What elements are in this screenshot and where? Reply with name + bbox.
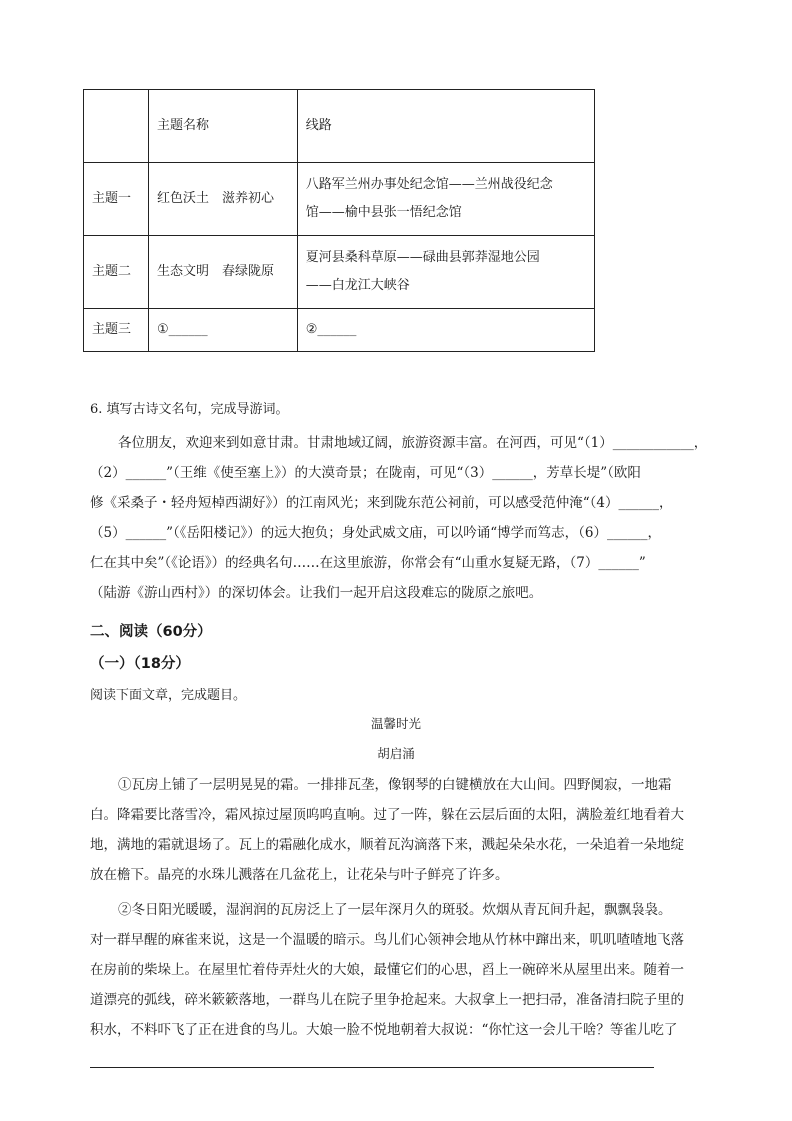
table-row — [84, 163, 595, 236]
table-cell — [84, 90, 149, 163]
row-label: 主题一 — [84, 163, 149, 236]
text-line: （陆游《游山西村》）的深切体会。让我们一起开启这段难忘的陇原之旅吧。 — [90, 585, 543, 601]
question-6-body — [90, 428, 710, 608]
row-route: ②______ — [297, 309, 594, 352]
row-route — [297, 163, 594, 236]
row-label: 主题二 — [84, 236, 149, 309]
row-route — [297, 236, 594, 309]
route-line: ——白龙江大峡谷 — [305, 278, 410, 293]
row-name: 红色沃土 滋养初心 — [148, 163, 297, 236]
reading-instruction: 阅读下面文章，完成题目。 — [90, 688, 247, 703]
table-header-name: 主题名称 — [148, 90, 297, 163]
route-line: 夏河县桑科草原——碌曲县郭莽湿地公园 — [305, 250, 540, 265]
text-line: 地，满地的霜就退场了。瓦上的霜融化成水，顺着瓦沟滴落下来，溅起朵朵水花，一朵追着一朵地绽 — [90, 837, 684, 853]
article-body — [90, 773, 710, 1063]
text-line: （5）______”（《岳阳楼记》）的远大抱负；身处武威文庙，可以吟诵“博学而笃志，（6）______， — [90, 525, 661, 541]
text-line: 积水，不料吓飞了正在进食的鸟儿。大娘一脸不悦地朝着大叔说：“你忙这一会儿干啥？等雀儿吃了 — [90, 1022, 678, 1038]
row-label: 主题三 — [84, 309, 149, 352]
table-row — [84, 309, 595, 352]
text-line: 白。降霜要比落雪冷，霜风掠过屋顶呜呜直响。过了一阵，躲在云层后面的太阳，满脸羞红地看着大 — [90, 807, 684, 823]
table-row — [84, 236, 595, 309]
article-author: 胡启涌 — [377, 746, 415, 761]
text-line: （2）______”（王维《使至塞上》）的大漠奇景；在陇南，可见“（3）______，芳草长堤”（欧阳 — [90, 465, 641, 481]
table-header-row — [84, 90, 595, 163]
text-line: 各位朋友，欢迎来到如意甘肃。甘肃地域辽阔，旅游资源丰富。在河西，可见“（1）____________， — [118, 435, 708, 451]
text-line: 道漂亮的弧线，碎米簌簌落地，一群鸟儿在院子里争抢起来。大叔拿上一把扫帚，准备清扫院子里的 — [90, 992, 684, 1008]
row-name: ①______ — [148, 309, 297, 352]
text-line: 修《采桑子・轻舟短棹西湖好》）的江南风光；来到陇东范公祠前，可以感受范仲淹“（4）______， — [90, 495, 673, 511]
article-title: 温馨时光 — [370, 716, 421, 731]
footer-divider — [90, 1067, 654, 1068]
question-6-title: 6. 填写古诗文名句，完成导游词。 — [90, 402, 289, 417]
text-line: 在房前的柴垛上。在屋里忙着侍弄灶火的大娘，最懂它们的心思，舀上一碗碎米从屋里出来。随着一 — [90, 962, 684, 978]
text-line: ②冬日阳光暖暖，湿润润的瓦房泛上了一层年深月久的斑驳。炊烟从青瓦间升起，飘飘袅袅。 — [118, 902, 672, 918]
text-line: ①瓦房上铺了一层明晃晃的霜。一排排瓦垄，像钢琴的白键横放在大山间。四野阒寂，一地霜 — [118, 777, 672, 793]
table-header-route: 线路 — [297, 90, 594, 163]
text-line: 放在檐下。晶亮的水珠儿溅落在几盆花上，让花朵与叶子鲜亮了许多。 — [90, 867, 509, 883]
subsection-title: （一）（18分） — [90, 656, 190, 672]
route-line: 馆——榆中县张一悟纪念馆 — [305, 205, 462, 220]
text-line: 对一群早醒的麻雀来说，这是一个温暖的暗示。鸟儿们心领神会地从竹林中蹿出来，叽叽喳喳地飞落 — [90, 932, 684, 948]
text-line: 仁在其中矣”（《论语》）的经典名句……在这里旅游，你常会有“山重水复疑无路，（7）______” — [90, 555, 646, 571]
theme-table — [83, 89, 595, 352]
route-line: 八路军兰州办事处纪念馆——兰州战役纪念 — [305, 177, 553, 192]
row-name: 生态文明 春绿陇原 — [148, 236, 297, 309]
section-title: 二、阅读（60分） — [90, 624, 212, 640]
